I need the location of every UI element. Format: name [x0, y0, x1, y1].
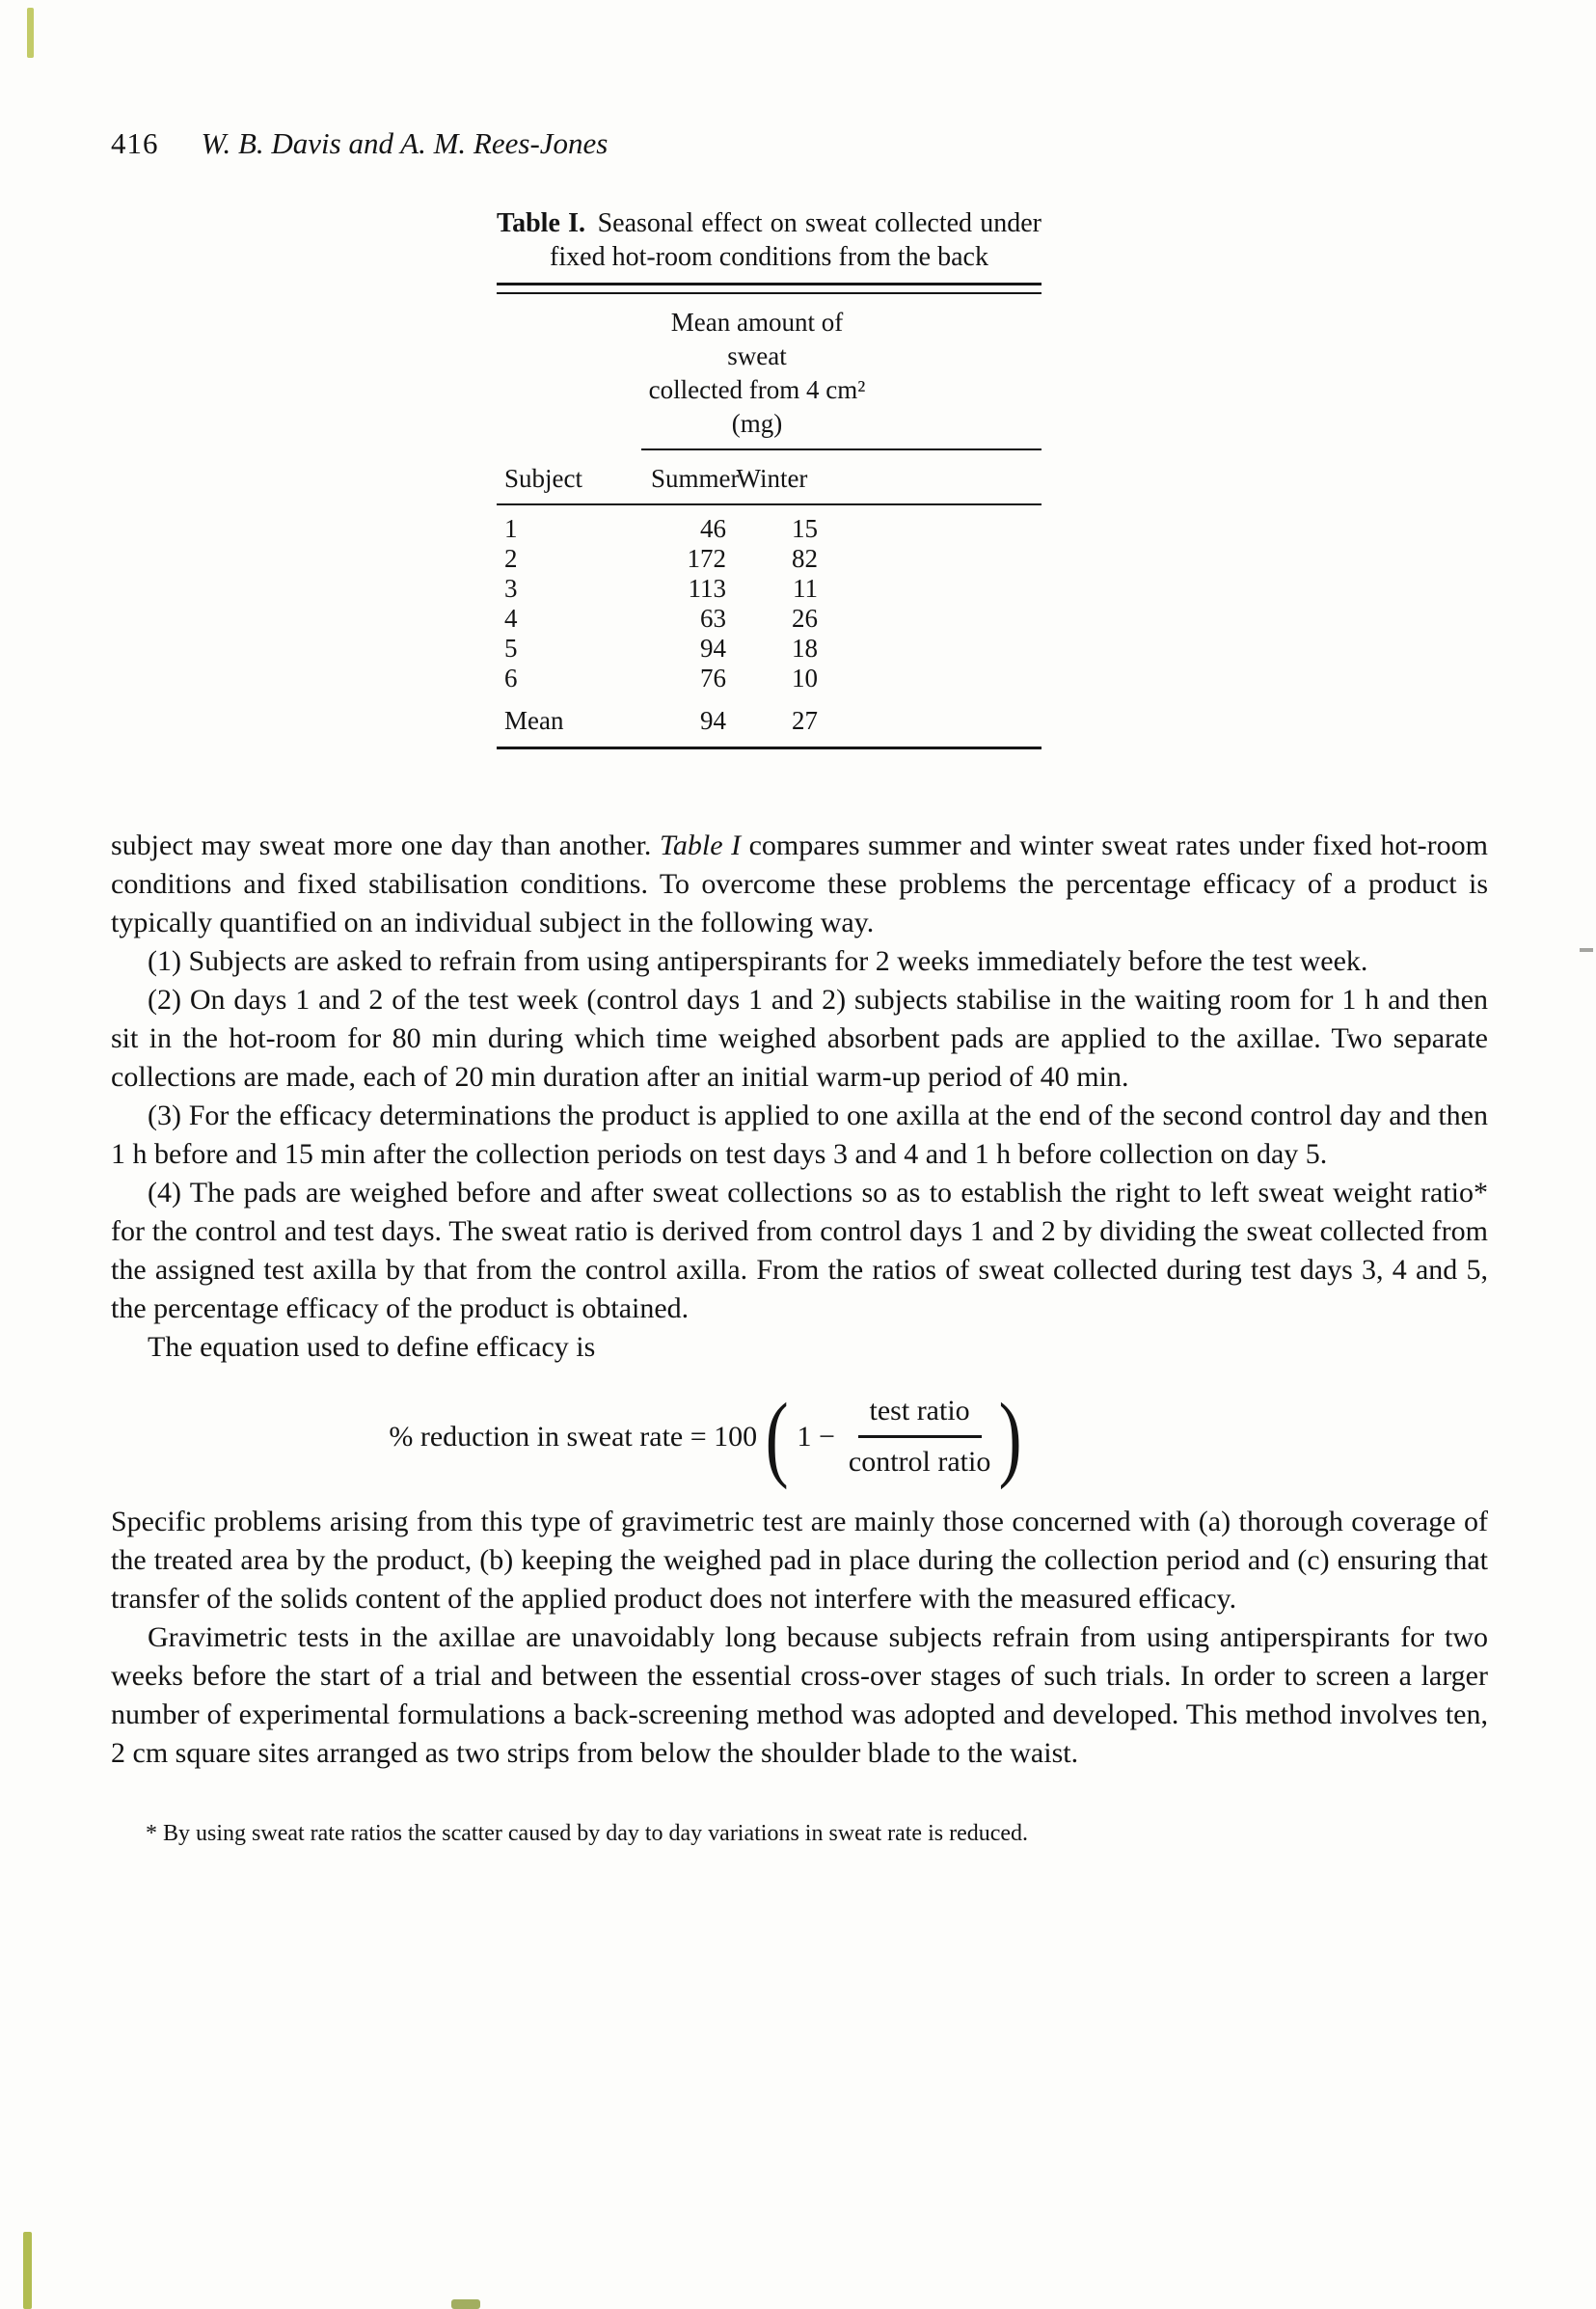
summer-cell: 172	[687, 544, 726, 573]
paragraph-step-2: (2) On days 1 and 2 of the test week (control days 1 and 2) subjects stabilise in the waiting room for 1 h and then sit in the hot-room for 80 min during which time weighed absorbent pads are applied to the axillae. Two separate collections are made, each of 20 min duration after an initial warm-up period of 40 min.	[111, 984, 1488, 1093]
subject-cell: 2	[504, 544, 518, 573]
winter-cell: 11	[793, 574, 818, 603]
col-header-subject: Subject	[504, 464, 582, 493]
winter-cell: 26	[792, 604, 818, 633]
summer-cell: 113	[688, 574, 726, 603]
footnote: * By using sweat rate ratios the scatter caused by day to day variations in sweat rate is reduced.	[146, 1821, 1029, 1846]
winter-cell: 10	[792, 664, 818, 693]
summer-cell: 94	[700, 706, 726, 735]
table-top-rule	[497, 283, 1041, 294]
scan-artifact	[23, 2232, 32, 2309]
summer-cell: 63	[700, 604, 726, 633]
table-mean-row	[497, 706, 1041, 736]
subject-cell: 5	[504, 634, 518, 663]
paragraph-step-3: (3) For the efficacy determinations the product is applied to one axilla at the end of the second control day and then 1 h before and 15 min after the collection periods on test days 3 and 4 and 1 h before collection on day 5.	[111, 1100, 1488, 1170]
table-caption-label: Table I.	[497, 208, 586, 238]
running-header	[111, 127, 1596, 160]
span-header-line: (mg)	[731, 409, 783, 438]
summer-cell: 76	[700, 664, 726, 693]
table-caption-text: Seasonal effect on sweat collected under fixed hot-room conditions from the back	[550, 208, 1042, 272]
col-header-summer: Summer	[651, 464, 740, 493]
span-header-line: collected from 4 cm²	[648, 375, 866, 404]
winter-cell: 27	[792, 706, 818, 735]
running-title: W. B. Davis and A. M. Rees-Jones	[201, 126, 609, 160]
close-paren: )	[998, 1382, 1022, 1490]
paragraph-specific-problems: Specific problems arising from this type of gravimetric test are mainly those concerned with (a) thorough coverage of the treated area by the product, (b) keeping the weighed pad in place during the collection period and (c) ensuring that transfer of the solids content of the applied product does not interfere with the measured efficacy.	[111, 1506, 1488, 1615]
winter-cell: 15	[792, 514, 818, 543]
efficacy-equation	[19, 1382, 1396, 1490]
paragraph-step-1: (1) Subjects are asked to refrain from using antiperspirants for 2 weeks immediately before the test week.	[148, 945, 1368, 977]
summer-cell: 94	[700, 634, 726, 663]
table-row	[497, 544, 1041, 574]
table-reference: Table I	[659, 829, 742, 861]
equation-lhs: % reduction in sweat rate = 100	[389, 1420, 758, 1453]
table-bottom-rule	[497, 747, 1041, 749]
table-row	[497, 514, 1041, 544]
subject-cell: 6	[504, 664, 518, 693]
fraction-numerator: test ratio	[858, 1392, 982, 1438]
table-header-row	[497, 450, 1041, 503]
summer-cell: 46	[700, 514, 726, 543]
winter-cell: 18	[792, 634, 818, 663]
table-span-header	[641, 294, 873, 441]
paragraph-gravimetric: Gravimetric tests in the axillae are unavoidably long because subjects refrain from using antiperspirants for two weeks before the start of a trial and between the essential cross-over stages of such trials. In order to screen a larger number of experimental formulations a back-screening method was adopted and developed. This method involves ten, 2 cm square sites arranged as two strips from below the shoulder blade to the waist.	[111, 1621, 1488, 1769]
span-header-line: Mean amount of sweat	[670, 308, 844, 370]
scan-artifact	[451, 2299, 480, 2309]
scan-artifact	[27, 8, 34, 58]
table-body	[497, 505, 1041, 736]
table-row	[497, 664, 1041, 693]
equation-fraction	[849, 1392, 990, 1481]
fraction-denominator: control ratio	[848, 1446, 991, 1478]
paragraph-step-4: (4) The pads are weighed before and after sweat collections so as to establish the right to left sweat weight ratio* for the control and test days. The sweat ratio is derived from control days 1 and 2 by dividing the sweat collected from the assigned test axilla by that from the control axilla. From the ratios of sweat collected during test days 3, 4 and 5, the percentage efficacy of the product is obtained.	[111, 1177, 1488, 1324]
subject-cell: Mean	[504, 706, 564, 735]
paragraph-continuation: subject may sweat more one day than another. Table I compares summer and winter sweat rates under fixed hot-room conditions and fixed stabilisation conditions. To overcome these problems the percentage efficacy of a product is typically quantified on an individual subject in the following way.	[111, 829, 1488, 938]
table-caption	[497, 206, 1041, 274]
subject-cell: 4	[504, 604, 518, 633]
table-row	[497, 574, 1041, 604]
body-text	[111, 827, 1488, 1773]
col-header-winter: Winter	[736, 464, 808, 493]
subject-cell: 3	[504, 574, 518, 603]
scan-artifact	[1580, 948, 1593, 952]
equation-one-minus: 1 −	[797, 1420, 835, 1453]
table-row	[497, 634, 1041, 664]
open-paren: (	[765, 1382, 789, 1490]
table-1	[497, 206, 1041, 749]
table-row	[497, 604, 1041, 634]
subject-cell: 1	[504, 514, 518, 543]
winter-cell: 82	[792, 544, 818, 573]
paragraph-equation-intro: The equation used to define efficacy is	[148, 1331, 596, 1363]
page-number: 416	[111, 126, 159, 160]
